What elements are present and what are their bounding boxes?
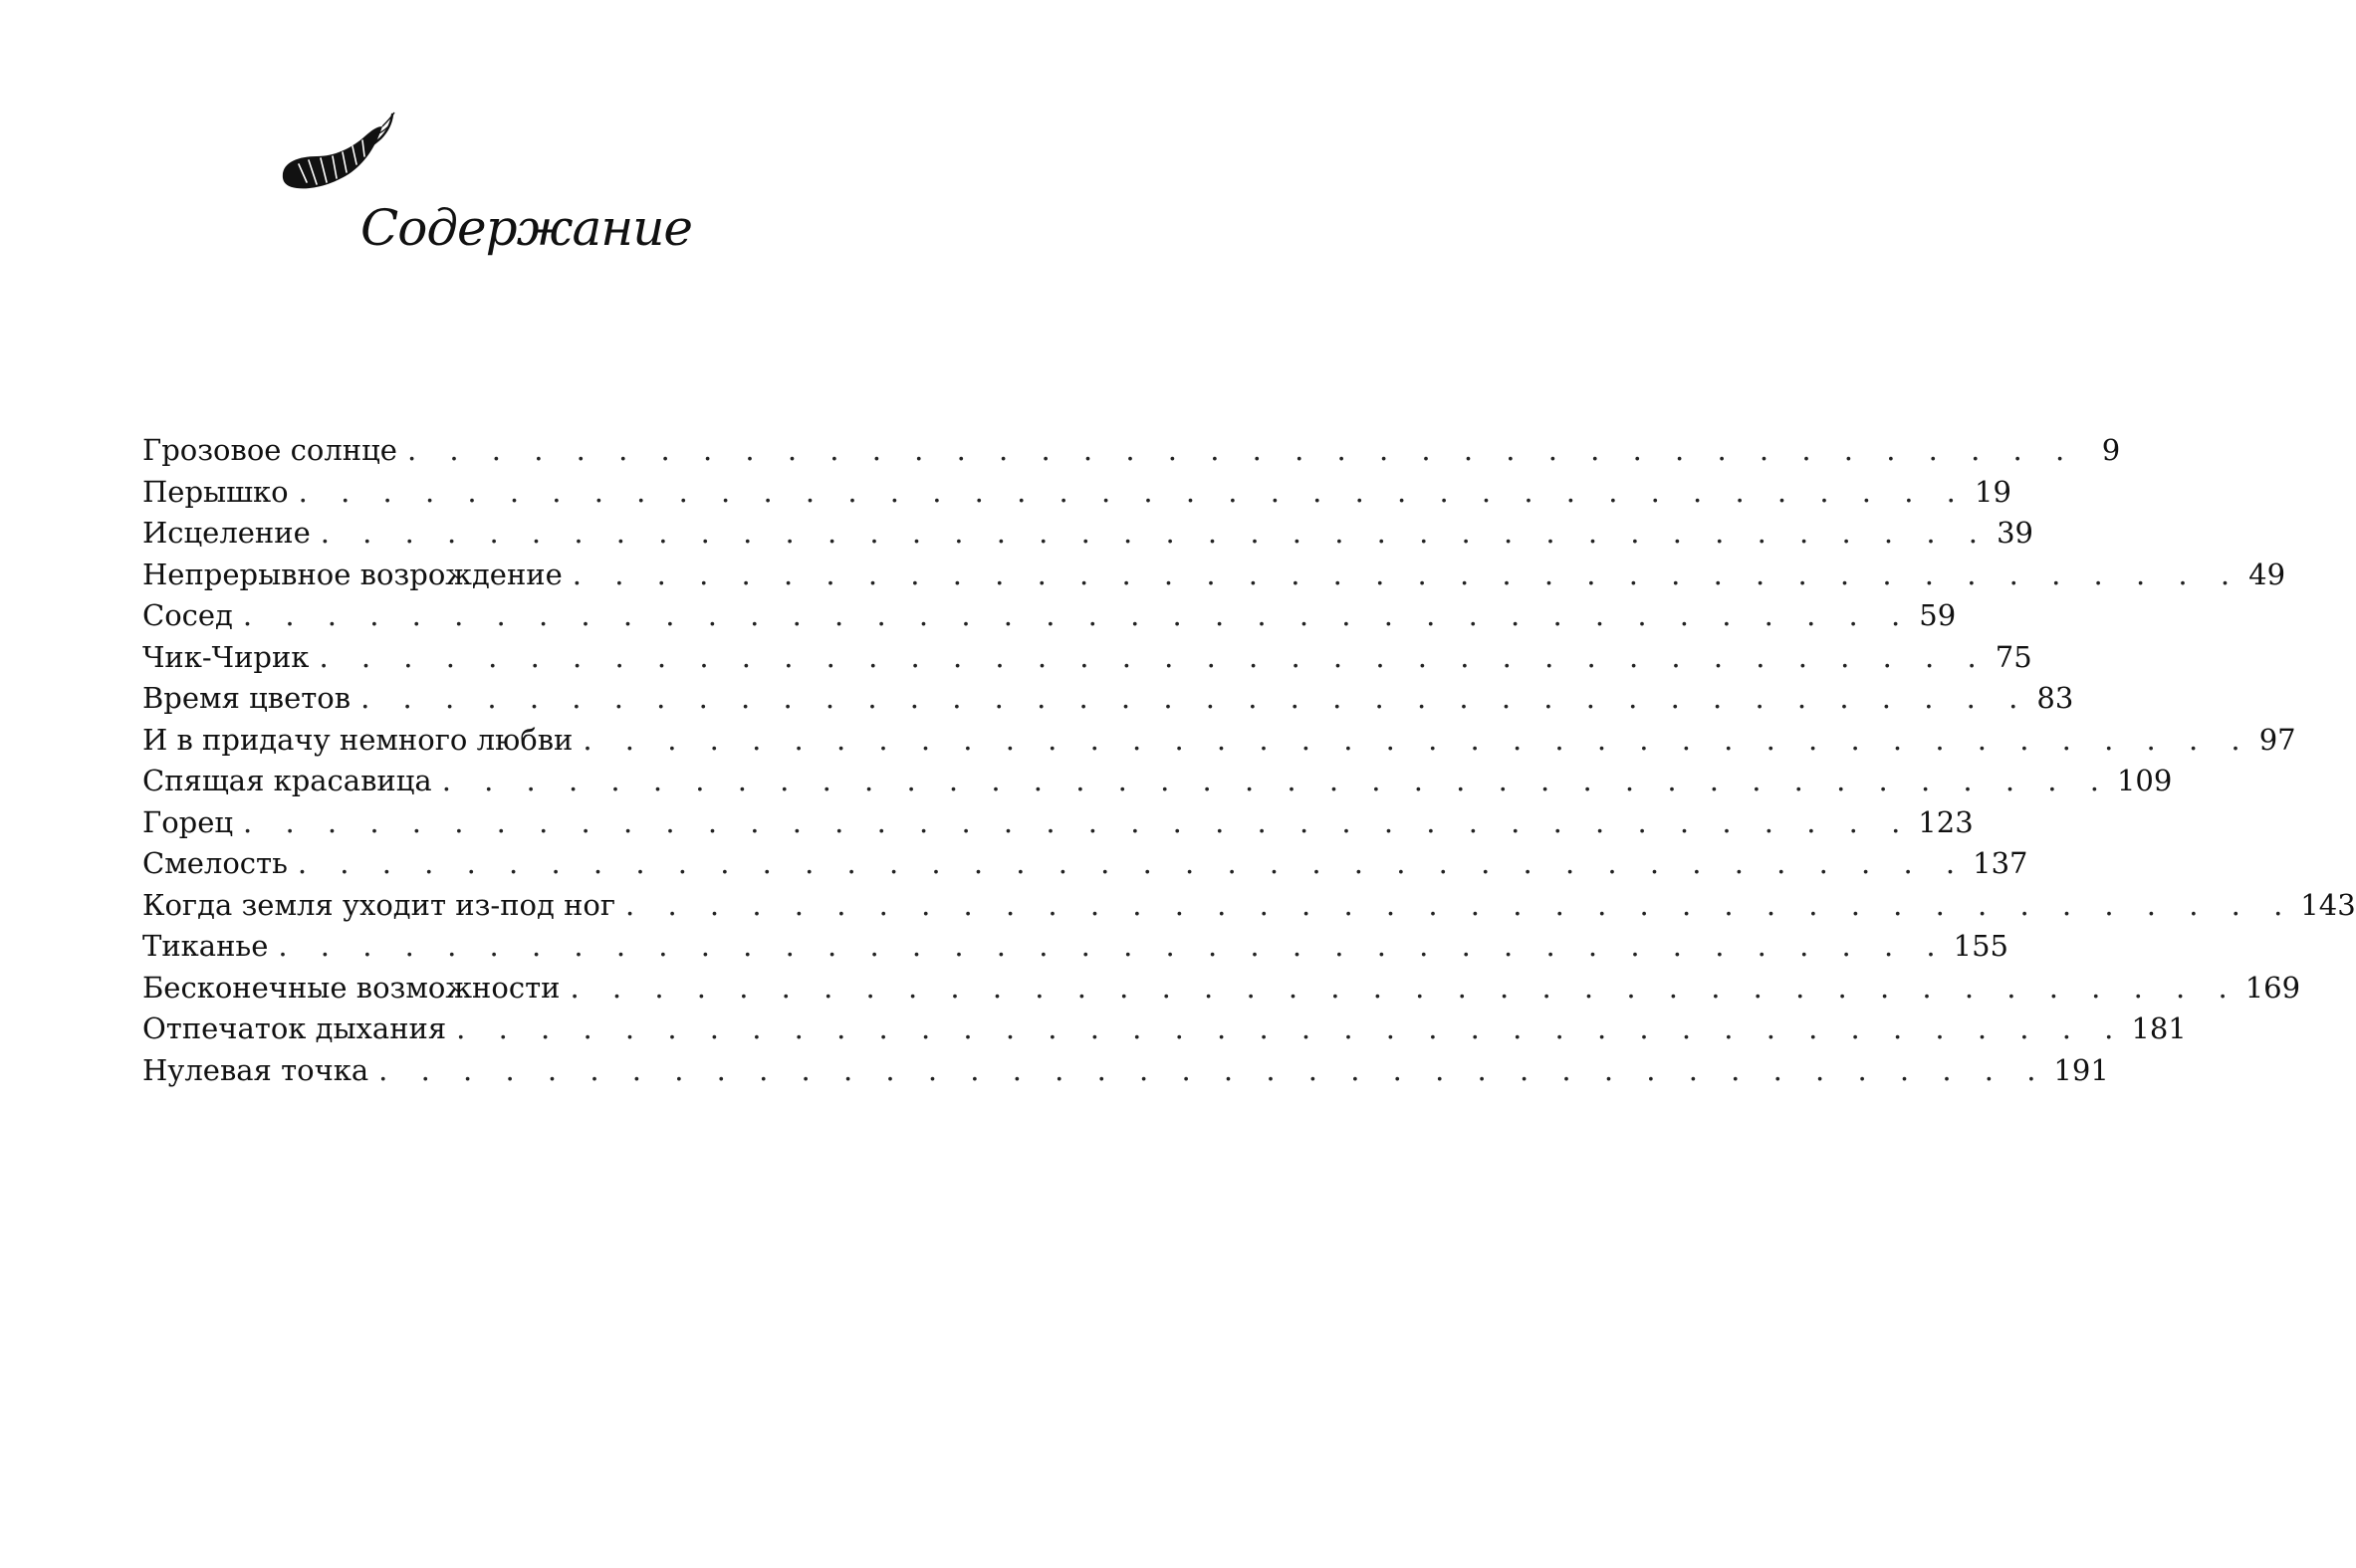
toc-dot-leader: . . . . . . . . . . . . . . . . . . . . . . . . . . . . . . . . . . . . . . . .	[243, 804, 1913, 839]
toc-dot-leader: . . . . . . . . . . . . . . . . . . . . . . . . . . . . . . . . . . . . . . . .	[360, 681, 2030, 715]
toc-entry	[142, 968, 2301, 1009]
toc-page-number: 143	[2300, 887, 2356, 922]
toc-dot-leader: . . . . . . . . . . . . . . . . . . . . . . . . . . . . . . . . . . . . . . . .	[572, 557, 2242, 591]
toc-title: Отпечаток дыхания	[142, 1011, 447, 1045]
toc-page-number: 109	[2116, 764, 2173, 797]
page-title: Содержание	[360, 199, 693, 257]
toc-entry	[142, 1008, 2187, 1050]
toc-page-number: 97	[2258, 722, 2296, 757]
toc-page-number: 19	[1975, 474, 2011, 509]
toc-entry	[142, 802, 1974, 844]
toc-entry	[142, 430, 2121, 472]
toc-entry	[142, 720, 2296, 762]
toc-page-number: 49	[2248, 557, 2286, 591]
toc-entry	[142, 472, 2011, 514]
table-of-contents	[142, 430, 2356, 1091]
toc-title: Время цветов	[142, 681, 352, 715]
toc-entry	[142, 926, 2008, 968]
toc-page-number: 9	[2101, 433, 2121, 467]
toc-entry	[142, 1050, 2109, 1092]
toc-title: Непрерывное возрождение	[142, 557, 563, 591]
toc-dot-leader: . . . . . . . . . . . . . . . . . . . . . . . . . . . . . . . . . . . . . . . .	[298, 474, 1968, 509]
toc-dot-leader: . . . . . . . . . . . . . . . . . . . . . . . . . . . . . . . . . . . . . . . .	[278, 929, 1948, 963]
toc-page-number: 75	[1995, 639, 2032, 674]
toc-page-number: 137	[1973, 846, 2028, 880]
toc-title: Тиканье	[142, 929, 269, 963]
toc-title: Когда земля уходит из-под ног	[142, 887, 616, 922]
toc-page-number: 39	[1997, 516, 2033, 550]
toc-title: Чик-Чирик	[142, 639, 310, 674]
toc-entry	[142, 885, 2356, 927]
toc-dot-leader: . . . . . . . . . . . . . . . . . . . . . . . . . . . . . . . . . . . . . . . .	[378, 1052, 2048, 1087]
toc-entry	[142, 843, 2028, 885]
toc-dot-leader: . . . . . . . . . . . . . . . . . . . . . . . . . . . . . . . . . . . . . . . .	[242, 598, 1913, 632]
toc-dot-leader: . . . . . . . . . . . . . . . . . . . . . . . . . . . . . . . . . . . . . . . .	[297, 846, 1968, 880]
toc-title: Смелость	[142, 846, 288, 880]
toc-dot-leader: . . . . . . . . . . . . . . . . . . . . . . . . . . . . . . . . . . . . . . . .	[583, 722, 2252, 757]
toc-title: Спящая красавица	[142, 764, 432, 797]
toc-dot-leader: . . . . . . . . . . . . . . . . . . . . . . . . . . . . . . . . . . . . . . . .	[441, 764, 2111, 797]
toc-dot-leader: . . . . . . . . . . . . . . . . . . . . . . . . . . . . . . . . . . . . . . . .	[320, 516, 1990, 550]
toc-page-number: 155	[1953, 929, 2008, 963]
toc-entry	[142, 637, 2032, 679]
toc-page-number: 83	[2036, 681, 2074, 715]
toc-dot-leader: . . . . . . . . . . . . . . . . . . . . . . . . . . . . . . . . . . . . . . . .	[406, 433, 2077, 467]
toc-entry	[142, 761, 2173, 802]
toc-dot-leader: . . . . . . . . . . . . . . . . . . . . . . . . . . . . . . . . . . . . . . . .	[570, 970, 2239, 1005]
toc-page-number: 123	[1918, 804, 1974, 839]
toc-entry	[142, 595, 1957, 637]
toc-title: Грозовое солнце	[142, 433, 397, 467]
toc-title: Нулевая точка	[142, 1052, 369, 1087]
toc-dot-leader: . . . . . . . . . . . . . . . . . . . . . . . . . . . . . . . . . . . . . . . .	[319, 639, 1989, 674]
toc-title: И в придачу немного любви	[142, 722, 574, 757]
toc-page-number: 59	[1919, 598, 1957, 632]
toc-page-number: 191	[2053, 1052, 2109, 1087]
toc-entry	[142, 513, 2033, 555]
toc-title: Перышко	[142, 474, 289, 509]
toc-dot-leader: . . . . . . . . . . . . . . . . . . . . . . . . . . . . . . . . . . . . . . . .	[625, 887, 2295, 922]
toc-page-number: 169	[2244, 970, 2301, 1005]
toc-entry	[142, 555, 2286, 596]
toc-dot-leader: . . . . . . . . . . . . . . . . . . . . . . . . . . . . . . . . . . . . . . . .	[456, 1011, 2126, 1045]
toc-entry	[142, 678, 2074, 720]
toc-title: Бесконечные возможности	[142, 970, 561, 1005]
toc-title: Исцеление	[142, 516, 311, 550]
toc-page-number: 181	[2131, 1011, 2187, 1045]
toc-title: Горец	[142, 804, 234, 839]
toc-title: Сосед	[142, 598, 233, 632]
